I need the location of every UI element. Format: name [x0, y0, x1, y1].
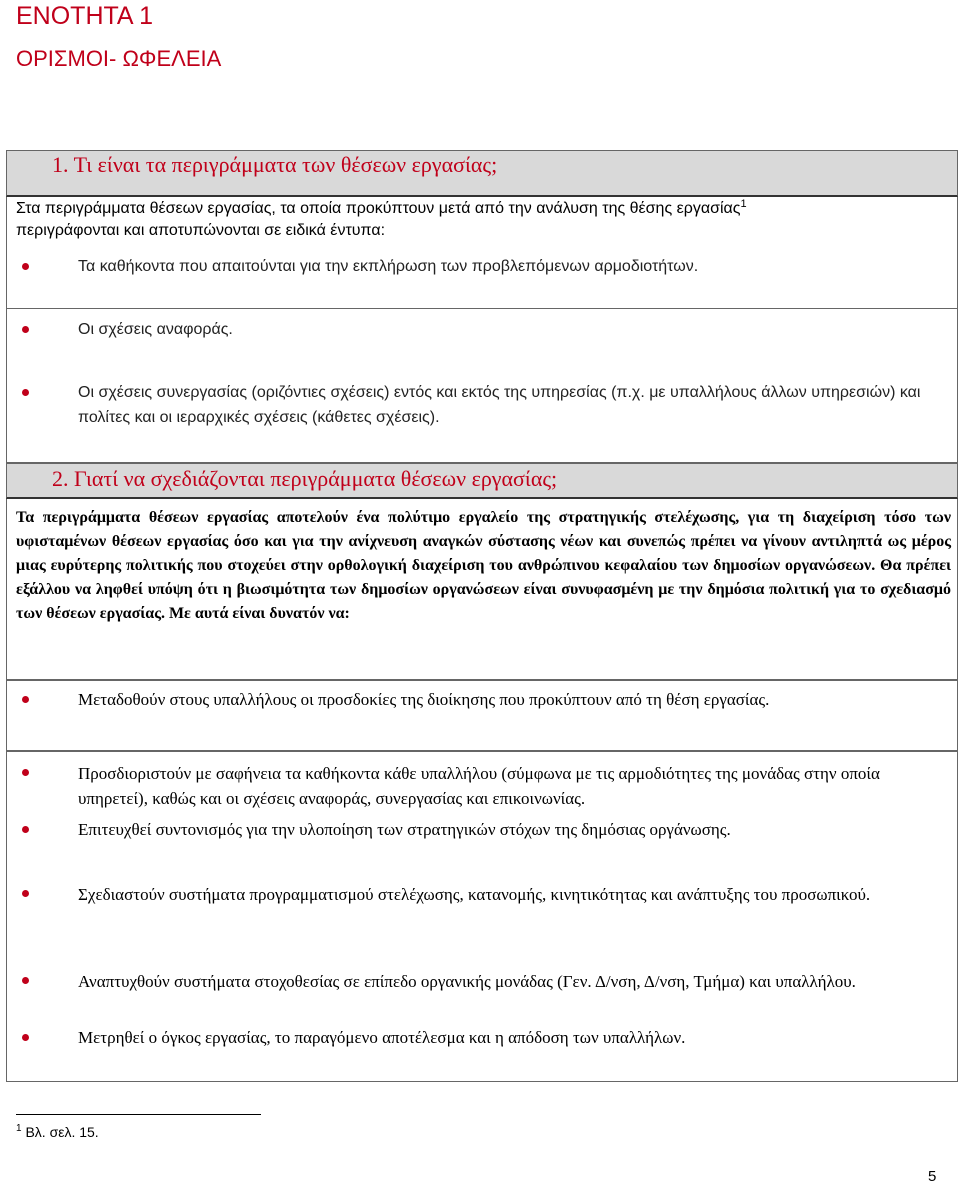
section2-question: 2. Γιατί να σχεδιάζονται περιγράμματα θέσεων εργασίας; [52, 466, 558, 491]
bullet-icon [22, 389, 29, 396]
unit-subtitle: ΟΡΙΣΜΟΙ- ΩΦΕΛΕΙΑ [16, 46, 222, 71]
list-item: Προσδιοριστούν με σαφήνεια τα καθήκοντα κάθε υπαλλήλου (σύμφωνα με τις αρμοδιότητες της μονάδας στην οποία υπηρετεί), καθώς και οι σχέσεις αναφοράς, συνεργασίας και επικοινωνίας. [78, 764, 880, 808]
bullet-icon [22, 326, 29, 333]
list-item: Μεταδοθούν στους υπαλλήλους οι προσδοκίες της διοίκησης που προκύπτουν από τη θέση εργασίας. [78, 690, 770, 709]
list-item: Οι σχέσεις συνεργασίας (οριζόντιες σχέσεις) εντός και εκτός της υπηρεσίας (π.χ. με υπαλλήλους άλλων υπηρεσιών) και πολίτες και οι ιεραρχικές σχέσεις (κάθετες σχέσεις). [78, 384, 921, 426]
footnote-divider [16, 1114, 261, 1115]
list-item: Αναπτυχθούν συστήματα στοχοθεσίας σε επίπεδο οργανικής μονάδας (Γεν. Δ/νση, Δ/νση, Τμήμα) και υπαλλήλου. [78, 972, 856, 991]
bullet-icon [22, 890, 29, 897]
bullet-icon [22, 826, 29, 833]
list-item: Σχεδιαστούν συστήματα προγραμματισμού στελέχωσης, κατανομής, κινητικότητας και ανάπτυξης του προσωπικού. [78, 885, 871, 904]
bullet-icon [22, 696, 29, 703]
bullet-icon [22, 1034, 29, 1041]
bullet-icon [22, 263, 29, 270]
list-item: Οι σχέσεις αναφοράς. [78, 321, 233, 338]
intro-text: Στα περιγράμματα θέσεων εργασίας, τα οποία προκύπτουν μετά από την ανάλυση της θέσης εργασίας [16, 200, 741, 217]
section2-paragraph: Τα περιγράμματα θέσεων εργασίας αποτελούν ένα πολύτιμο εργαλείο της στρατηγικής στελέχωσης, για τη διαχείριση τόσο των υφισταμένων θέσεων εργασίας όσο και για την ανίχνευση αναγκών σύστασης νέων και συνεπώς πρέπει να γίνουν αντιληπτά ως μέρος μιας ευρύτερης πολιτικής που στοχεύει στην ορθολογική διαχείριση του ανθρώπινου κεφαλαίου των δημοσίων οργανώσεων. Θα πρέπει εξάλλου να ληφθεί υπόψη ότι η βιωσιμότητα των δημοσίων οργανώσεων είναι συνυφασμένη με την δημόσια πολιτική για το σχεδιασμό των θέσεων εργασίας. Με αυτά είναι δυνατόν να: [16, 509, 951, 622]
unit-title: ΕΝΟΤΗΤΑ 1 [16, 2, 154, 30]
list-item: Τα καθήκοντα που απαιτούνται για την εκπλήρωση των προβλεπόμενων αρμοδιοτήτων. [78, 258, 699, 275]
bullet-icon [22, 769, 29, 776]
footnote [16, 1124, 99, 1140]
footnote-text: Βλ. σελ. 15. [25, 1124, 99, 1140]
page-number: 5 [928, 1168, 937, 1185]
footnote-ref[interactable]: 1 [740, 198, 747, 210]
footnote-marker: 1 [16, 1123, 22, 1134]
list-item: Επιτευχθεί συντονισμός για την υλοποίηση των στρατηγικών στόχων της δημόσιας οργάνωσης. [78, 820, 731, 839]
list-item: Μετρηθεί ο όγκος εργασίας, το παραγόμενο αποτέλεσμα και η απόδοση των υπαλλήλων. [78, 1028, 686, 1047]
bullet-icon [22, 977, 29, 984]
section1-intro [16, 198, 946, 242]
intro-text-cont: περιγράφονται και αποτυπώνονται σε ειδικά έντυπα: [16, 222, 386, 239]
section1-question: 1. Τι είναι τα περιγράμματα των θέσεων εργασίας; [52, 152, 498, 177]
